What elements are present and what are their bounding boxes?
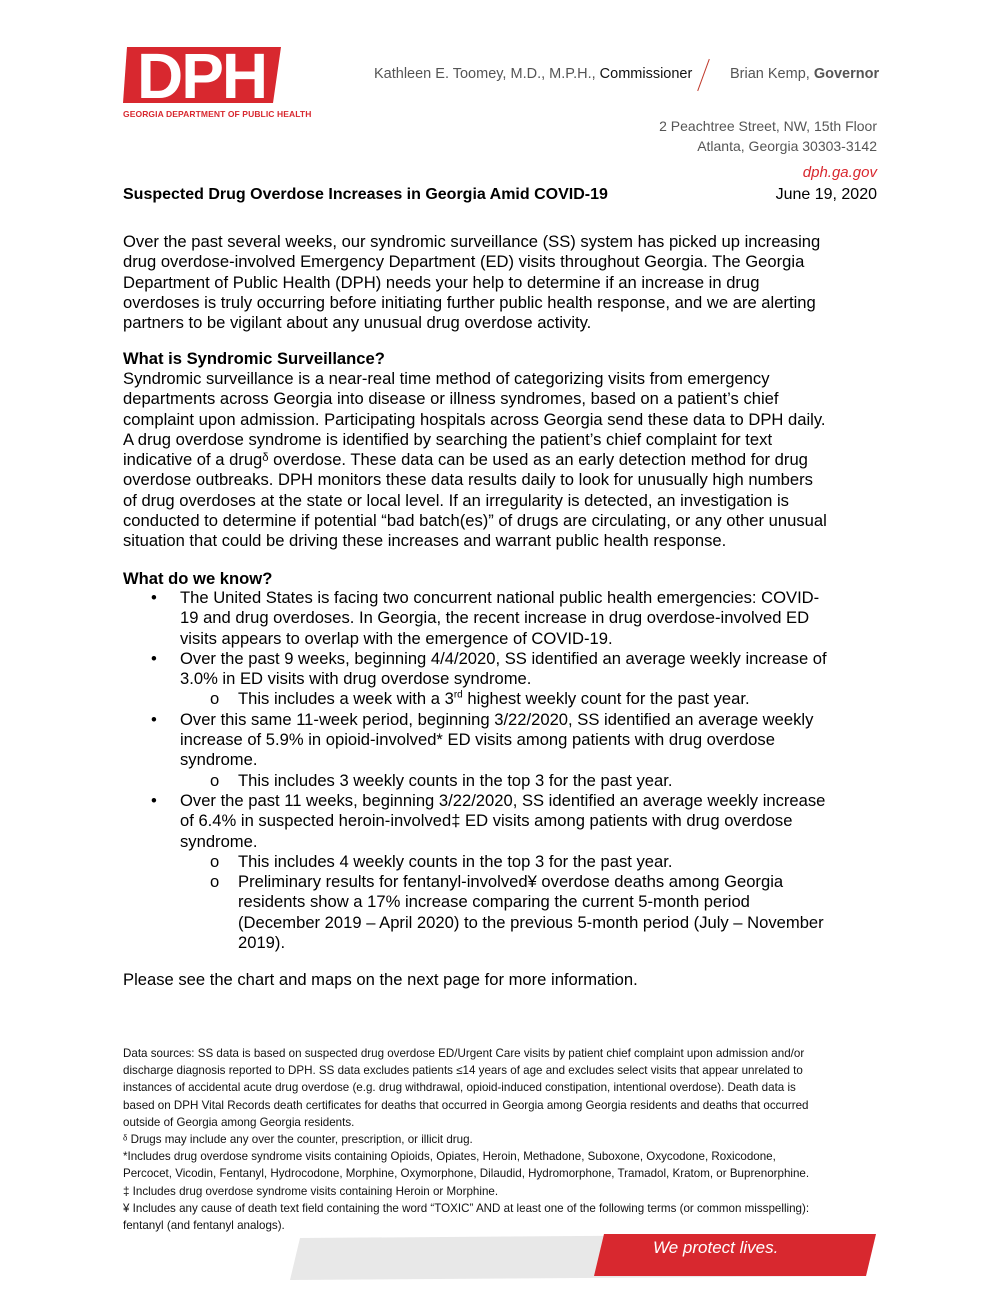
list-item (123, 791, 883, 852)
footnote-line: outside of Georgia among Georgia residents. (123, 1115, 355, 1129)
text-line: of drug overdoses at the state or local level. If an irregularity is detected, an investigation is (123, 490, 789, 510)
text-line: 2019). (238, 933, 286, 953)
text-line: syndrome. (180, 831, 258, 851)
header-divider (697, 59, 710, 91)
text-line: 19 and drug overdoses. In Georgia, the recent increase in drug overdose-involved ED (180, 608, 810, 628)
list-item (123, 588, 883, 649)
sub-bullet-icon: o (210, 689, 220, 709)
text-line: Preliminary results for fentanyl-involved¥ overdose deaths among Georgia (238, 872, 784, 892)
text-line: overdose outbreaks. DPH monitors these data results daily to look for unusually high numbers (123, 470, 813, 490)
section-heading-syndromic: What is Syndromic Surveillance? (123, 349, 385, 368)
syndromic-paragraph (123, 369, 883, 552)
text-line: Over this same 11-week period, beginning 3/22/2020, SS identified an average weekly (180, 709, 814, 729)
text-line: conducted to determine if potential “bad batch(es)” of drugs are circulating, or any other unusual (123, 511, 827, 531)
text-line: Over the past 9 weeks, beginning 4/4/2020, SS identified an average weekly increase of (180, 648, 827, 668)
closing-line: Please see the chart and maps on the next page for more information. (123, 970, 638, 989)
text-line: partners to be vigilant about any unusual drug overdose activity. (123, 313, 592, 333)
sub-list-item (123, 689, 883, 709)
footnote-line: ᵟ Drugs may include any over the counter, prescription, or illicit drug. (123, 1133, 473, 1147)
footnote-line: instances of accidental acute drug overdose (e.g. drug withdrawal, opioid-induced constipation, intentional overdose). Death data is (123, 1081, 796, 1095)
bullet-icon: • (151, 709, 157, 729)
sub-bullet-icon: o (210, 872, 220, 892)
sub-bullet-icon: o (210, 770, 220, 790)
text-line: indicative of a drugᵟ overdose. These data can be used as an early detection method for drug (123, 450, 808, 470)
governor-name: Brian Kemp, (730, 66, 810, 82)
text-line: residents show a 17% increase comparing the current 5-month period (238, 892, 750, 912)
address-block (659, 116, 877, 156)
footnote-line: ‡ Includes drug overdose syndrome visits containing Heroin or Morphine. (123, 1184, 499, 1198)
footer-tagline: We protect lives. (653, 1238, 779, 1257)
text-line: Syndromic surveillance is a near-real time method of categorizing visits from emergency (123, 369, 770, 388)
text-line: syndrome. (180, 750, 258, 770)
governor-title: Governor (813, 66, 880, 82)
text-line: situation that could be driving these increases and warrant public health response. (123, 531, 727, 551)
findings-list (123, 588, 883, 953)
text-run: This includes 4 weekly counts in the top 3 for the past year. (238, 851, 673, 871)
commissioner-line (374, 66, 692, 82)
text-line: of 6.4% in suspected heroin-involved‡ ED visits among patients with drug overdose (180, 811, 793, 831)
text-line: 3.0% in ED visits with drug overdose syndrome. (180, 669, 532, 689)
text-run: This includes a week with a 3 (238, 689, 454, 709)
text-line: Over the past several weeks, our syndromic surveillance (SS) system has picked up increasing (123, 232, 821, 251)
text-line: A drug overdose syndrome is identified by searching the patient’s chief complaint for text (123, 429, 773, 449)
commissioner-title: Commissioner (599, 66, 693, 82)
text-line: drug overdose-involved Emergency Department (ED) visits throughout Georgia. The Georgia (123, 252, 805, 272)
sub-bullet-icon: o (210, 851, 220, 871)
address-line: Atlanta, Georgia 30303-3142 (697, 138, 877, 154)
list-item (123, 710, 883, 771)
governor-line (730, 66, 879, 82)
footer-band (0, 1232, 1000, 1280)
text-run: highest weekly count for the past year. (462, 689, 750, 709)
logo-subtitle: GEORGIA DEPARTMENT OF PUBLIC HEALTH (123, 109, 312, 119)
section-heading-what-we-know: What do we know? (123, 569, 273, 588)
intro-paragraph (123, 232, 883, 333)
bullet-icon: • (151, 648, 157, 668)
text-run: This includes 3 weekly counts in the top 3 for the past year. (238, 770, 673, 790)
text-line: The United States is facing two concurrent national public health emergencies: COVID- (180, 588, 820, 607)
footnote-line: *Includes drug overdose syndrome visits containing Opioids, Opiates, Heroin, Methadone, Suboxone, Oxycodone, Roxicodone, (123, 1150, 776, 1164)
address-line: 2 Peachtree Street, NW, 15th Floor (659, 118, 877, 134)
text-line: departments across Georgia into disease or illness syndromes, based on a patient’s chief (123, 389, 779, 409)
text-line: visits appears to overlap with the emergence of COVID-19. (180, 628, 613, 648)
footnote-line: based on DPH Vital Records death certificates for deaths that occurred in Georgia among Georgia residents and deaths that occurred (123, 1098, 809, 1112)
document-title: Suspected Drug Overdose Increases in Georgia Amid COVID-19 (123, 186, 608, 203)
bullet-icon: • (151, 790, 157, 810)
text-line: Department of Public Health (DPH) needs your help to determine if an increase in drug (123, 272, 760, 292)
document-date: June 19, 2020 (775, 186, 877, 203)
text-line: increase of 5.9% in opioid-involved* ED visits among patients with drug overdose (180, 730, 775, 750)
sub-list-item (123, 872, 883, 953)
bullet-icon: • (151, 588, 157, 607)
footnote-line: Data sources: SS data is based on suspected drug overdose ED/Urgent Care visits by patient chief complaint upon admission and/or (123, 1047, 805, 1060)
logo-text: DPH (137, 45, 267, 107)
sub-list-item (123, 852, 883, 872)
text-line: Over the past 11 weeks, beginning 3/22/2020, SS identified an average weekly increase (180, 790, 826, 810)
footnote-line: fentanyl (and fentanyl analogs). (123, 1219, 285, 1233)
list-item (123, 649, 883, 690)
footnote-line: discharge diagnosis reported to DPH. SS data excludes patients ≤14 years of age and excludes select visits that appear unrelated to (123, 1064, 803, 1078)
sub-list-item (123, 771, 883, 791)
superscript: rd (453, 689, 463, 701)
footnote-line: ¥ Includes any cause of death text field containing the word “TOXIC” AND at least one of the following terms (or common misspelling): (123, 1201, 810, 1215)
dph-logo-mark (123, 45, 283, 107)
text-line: (December 2019 – April 2020) to the previous 5-month period (July – November (238, 912, 824, 932)
dph-logo (123, 45, 312, 125)
footnote-line: Percocet, Vicodin, Fentanyl, Hydrocodone, Morphine, Oxymorphone, Dilaudid, Hydromorphone, Tramadol, Kratom, or Buprenorphine. (123, 1167, 810, 1181)
text-line: complaint upon admission. Participating hospitals across Georgia send these data to DPH daily. (123, 409, 826, 429)
text-line: overdoses is truly occurring before initiating further public health response, and we are alerting (123, 292, 816, 312)
website-link[interactable]: dph.ga.gov (802, 164, 877, 181)
footnotes (123, 1045, 883, 1234)
commissioner-name: Kathleen E. Toomey, M.D., M.P.H., (374, 66, 596, 82)
